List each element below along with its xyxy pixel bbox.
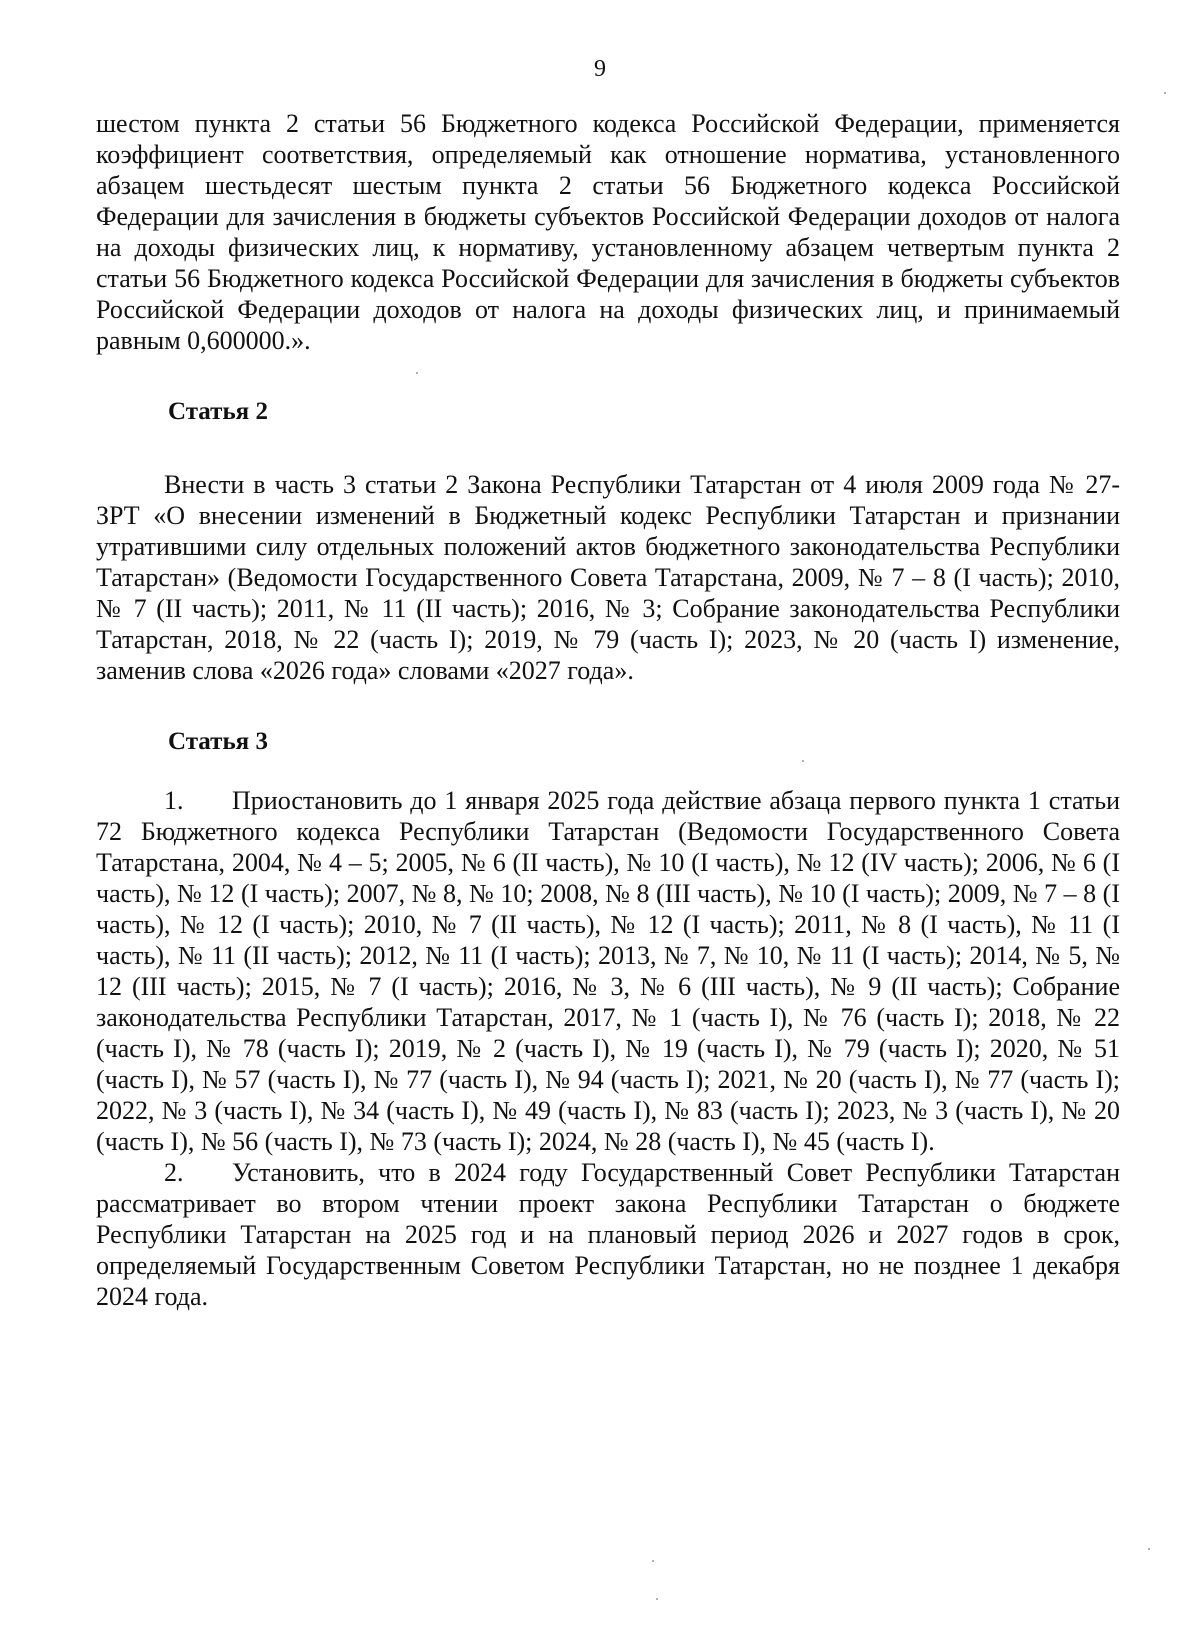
spacer xyxy=(96,686,1120,726)
spacer xyxy=(96,427,1120,469)
document-body xyxy=(96,108,1120,1312)
scan-speck xyxy=(416,372,418,374)
scan-speck xyxy=(656,1598,658,1600)
spacer xyxy=(96,356,1120,396)
item-2-number: 2. xyxy=(164,1158,184,1187)
item-1-text: Приостановить до 1 января 2025 года действие абзаца первого пункта 1 статьи 72 Бюджетного кодекса Республики Татарстан (Ведомости Государственного Совета Татарстана, 2004, № 4 – 5; 2005, № 6 (II часть), № 10 (I часть), № 12 (IV часть); 2006, № 6 (I часть), № 12 (I часть); 2007, № 8, № 10; 2008, № 8 (III часть), № 10 (I часть); 2009, № 7 – 8 (I часть), № 12 (I часть); 2010, № 7 (II часть), № 12 (I часть); 2011, № 8 (I часть), № 11 (I часть), № 11 (II часть); 2012, № 11 (I часть); 2013, № 7, № 10, № 11 (I часть); 2014, № 5, № 12 (III часть); 2015, № 7 (I часть); 2016, № 3, № 6 (III часть), № 9 (II часть); Собрание законодательства Республики Татарстан, 2017, № 1 (часть I), № 76 (часть I); 2018, № 22 (часть I), № 78 (часть I); 2019, № 2 (часть I), № 19 (часть I), № 79 (часть I); 2020, № 51 (часть I), № 57 (часть I), № 77 (часть I), № 94 (часть I); 2021, № 20 (часть I), № 77 (часть I); 2022, № 3 (часть I), № 34 (часть I), № 49 (часть I), № 83 (часть I); 2023, № 3 (часть I), № 20 (часть I), № 56 (часть I), № 73 (часть I); 2024, № 28 (часть I), № 45 (часть I). xyxy=(96,786,1120,1156)
scan-speck xyxy=(1148,1548,1150,1550)
article-2-paragraph: Внести в часть 3 статьи 2 Закона Республики Татарстан от 4 июля 2009 года № 27-ЗРТ «О внесении изменений в Бюджетный кодекс Республики Татарстан и признании утратившими силу отдельных положений актов бюджетного законодательства Республики Татарстан» (Ведомости Государственного Совета Татарстана, 2009, № 7 – 8 (I часть); 2010, № 7 (II часть); 2011, № 11 (II часть); 2016, № 3; Собрание законодательства Республики Татарстан, 2018, № 22 (часть I); 2019, № 79 (часть I); 2023, № 20 (часть I) изменение, заменив слова «2026 года» словами «2027 года». xyxy=(96,470,1120,685)
item-2-text: Установить, что в 2024 году Государственный Совет Республики Татарстан рассматривает во втором чтении проект закона Республики Татарстан о бюджете Республики Татарстан на 2025 год и на плановый период 2026 и 2027 годов в срок, определяемый Государственным Советом Республики Татарстан, но не позднее 1 декабря 2024 года. xyxy=(96,1158,1120,1311)
intro-paragraph: шестом пункта 2 статьи 56 Бюджетного кодекса Российской Федерации, применяется коэффициент соответствия, определяемый как отношение норматива, установленного абзацем шестьдесят шестым пункта 2 статьи 56 Бюджетного кодекса Российской Федерации для зачисления в бюджеты субъектов Российской Федерации доходов от налога на доходы физических лиц, к нормативу, установленному абзацем четвертым пункта 2 статьи 56 Бюджетного кодекса Российской Федерации для зачисления в бюджеты субъектов Российской Федерации доходов от налога на доходы физических лиц, и принимаемый равным 0,600000.». xyxy=(96,109,1120,355)
spacer xyxy=(96,757,1120,785)
page-number: 9 xyxy=(594,56,606,82)
scan-speck xyxy=(802,760,804,762)
scan-speck xyxy=(652,1560,654,1562)
article-3-item-2 xyxy=(96,1157,1120,1312)
article-2-heading: Статья 2 xyxy=(168,398,268,425)
item-1-number: 1. xyxy=(164,786,184,815)
article-3-item-1 xyxy=(96,785,1120,1157)
scan-speck xyxy=(1164,92,1166,94)
article-3-heading: Статья 3 xyxy=(168,728,268,755)
